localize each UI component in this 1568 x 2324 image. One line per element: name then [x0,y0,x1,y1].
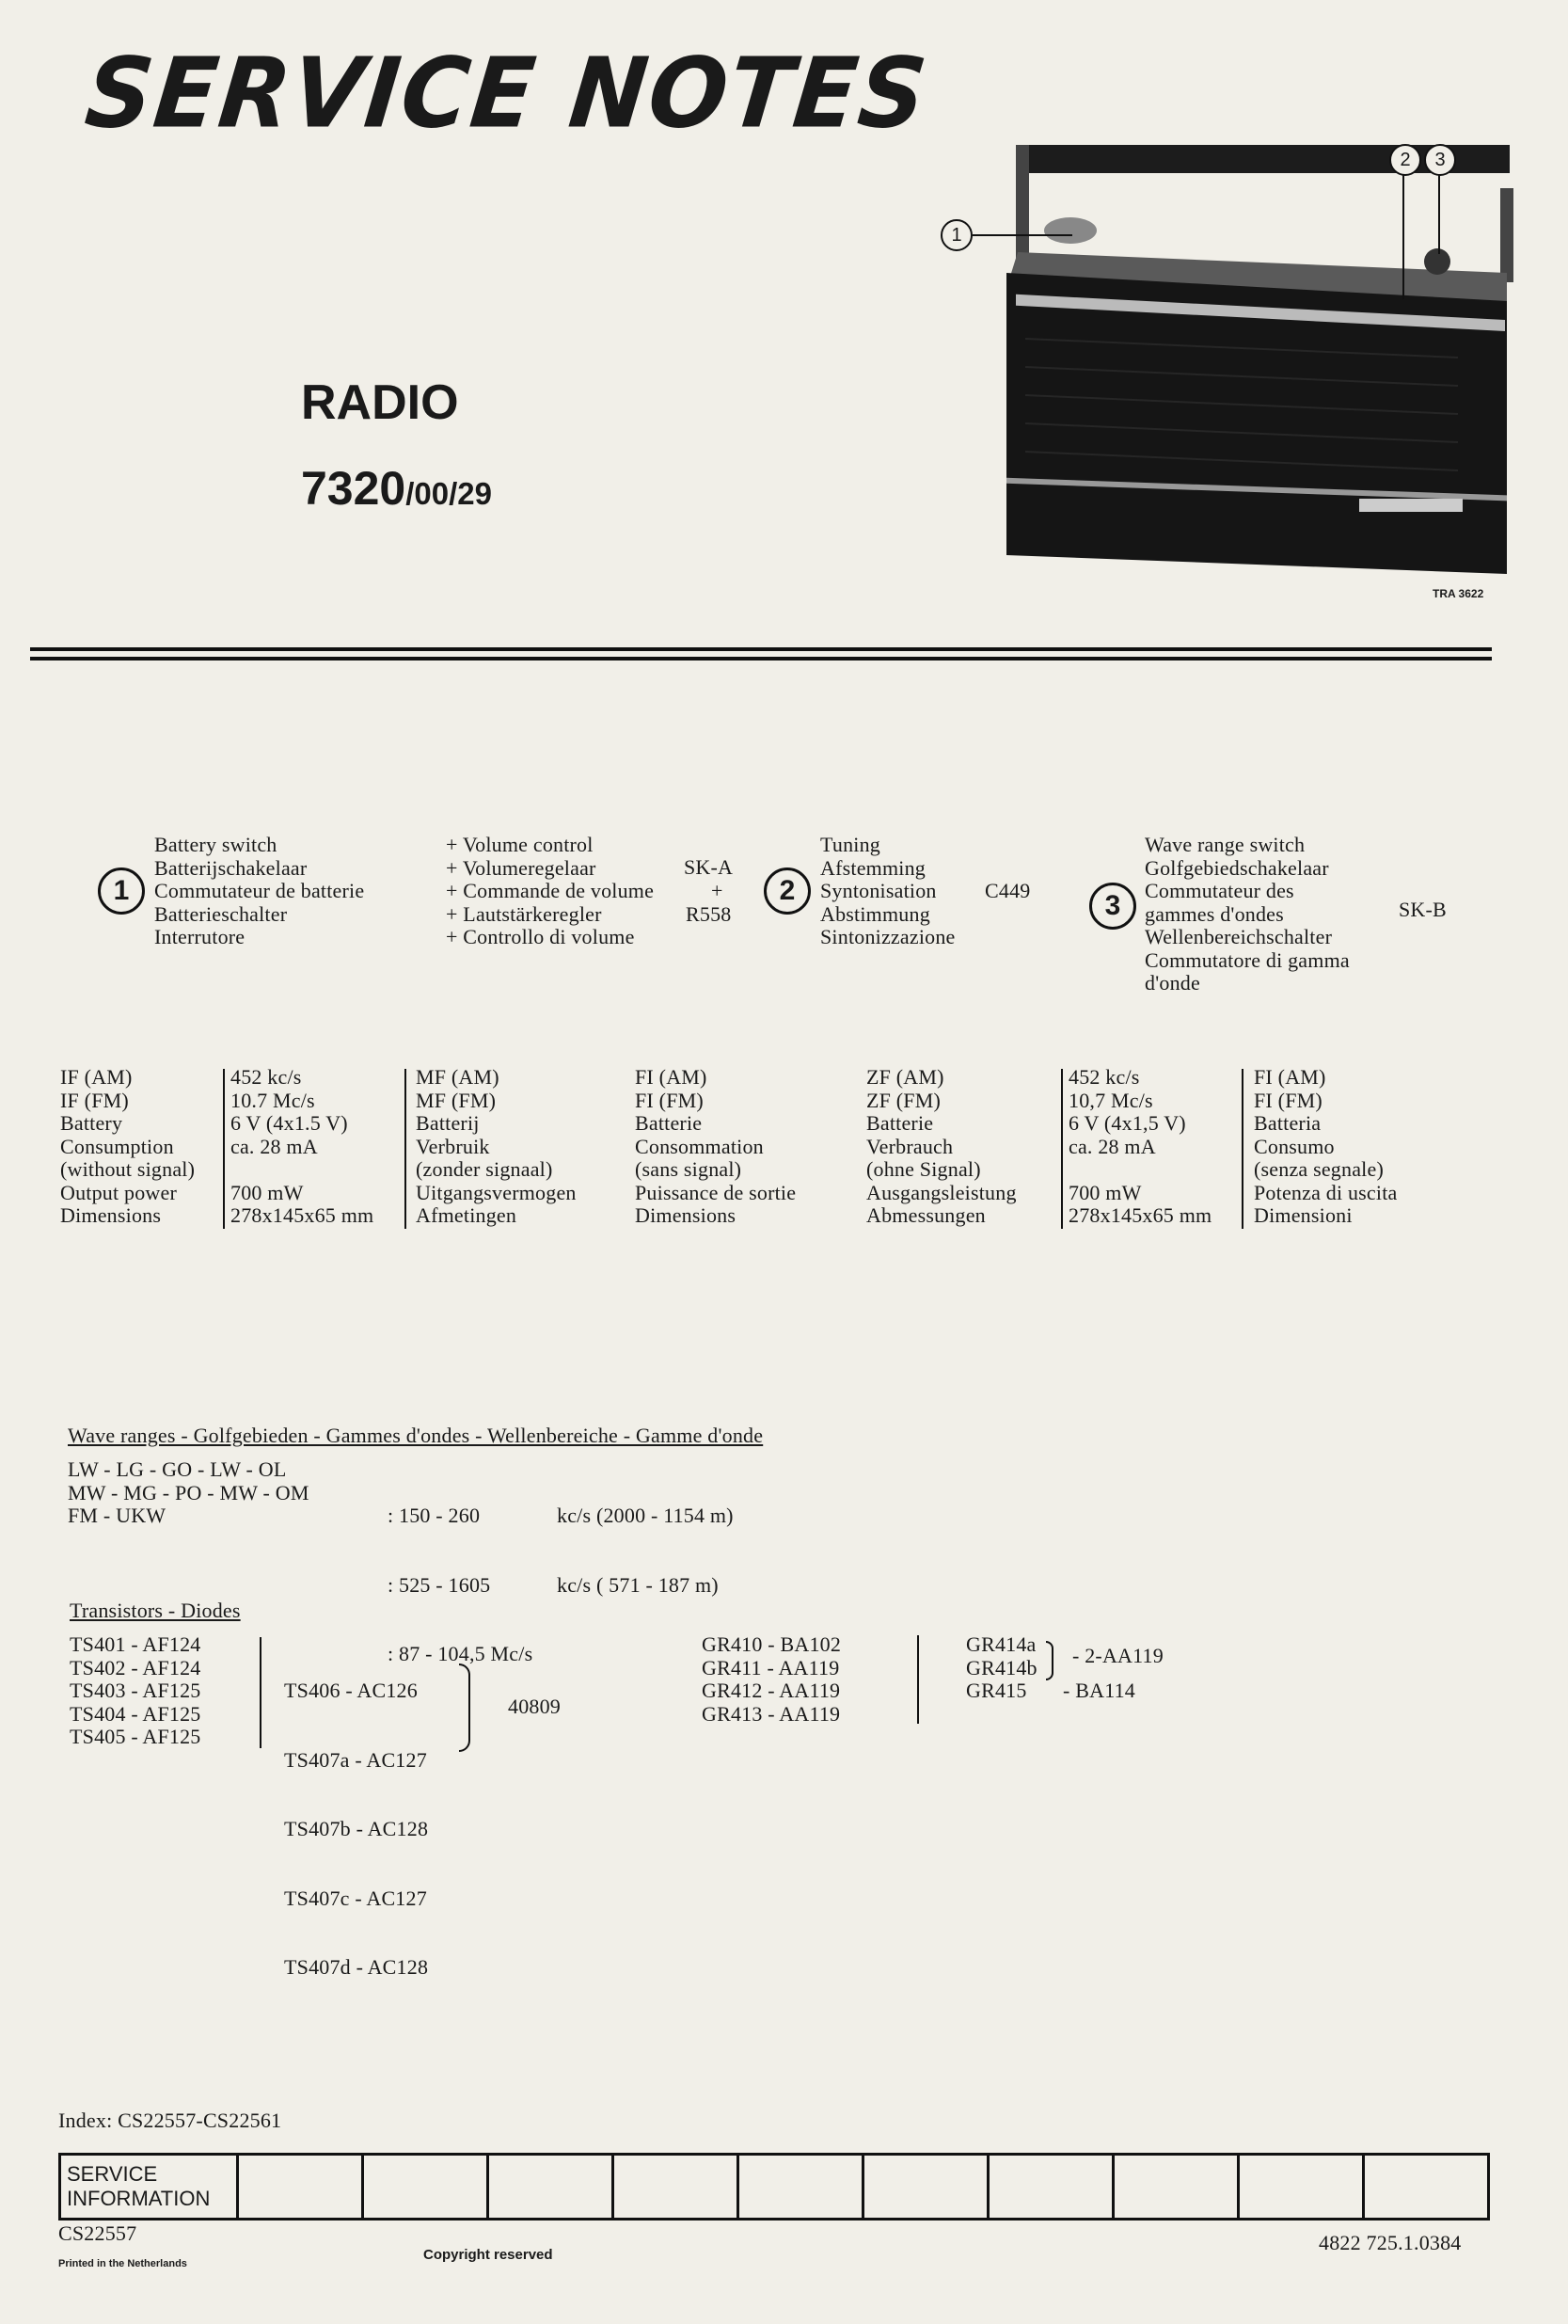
photo-callout-1: 1 [941,219,973,251]
list-item: GR415 [966,1679,1027,1702]
spec-value [1069,1158,1212,1182]
photo-callout-3: 3 [1424,144,1456,176]
spec-label: Dimensions [60,1203,162,1227]
list-item: TS402 - AF124 [70,1655,201,1679]
list-item: kc/s ( 571 - 187 m) [557,1572,719,1597]
model-suffix: /00/29 [405,476,492,511]
service-information-box [58,2153,1490,2221]
spec-label: Ausgangsleistung [866,1180,1017,1204]
list-item: TS406 - AC126 [284,1679,418,1702]
list-item: Commutateur des [1145,879,1294,902]
specs-labels-nl [416,1066,577,1228]
spec-label: Battery [60,1111,123,1135]
list-item: + Commande de volume [446,879,655,902]
column-separator [1242,1069,1243,1229]
list-item: TS407c - AC127 [284,1886,427,1910]
table-cell [238,2155,363,2220]
printed-in: Printed in the Netherlands [58,2258,187,2269]
spec-label: FI (FM) [1254,1088,1323,1112]
specs-values-1 [230,1066,373,1228]
spec-label: IF (AM) [60,1065,133,1089]
column-separator [404,1069,406,1229]
callout-3-badge: 3 [1089,883,1136,930]
list-item: Sintonizzazione [820,925,956,948]
list-item: GR411 - AA119 [702,1655,840,1679]
column-separator [917,1635,919,1724]
table-cell [363,2155,488,2220]
spec-label: Consommation [635,1134,764,1158]
spec-label: ZF (AM) [866,1065,944,1089]
model-main: 7320 [301,462,406,515]
spec-label: Puissance de sortie [635,1180,797,1204]
list-item: Commutateur de batterie [154,879,365,902]
spec-label: (zonder signaal) [416,1157,553,1181]
list-item: TS401 - AF124 [70,1632,201,1656]
spec-label: Abmessungen [866,1203,986,1227]
list-item: GR414b [966,1655,1037,1679]
specs-labels-fr [635,1066,796,1228]
list-item: Batterieschalter [154,901,288,926]
divider-bottom [30,657,1492,661]
radio-photo [931,132,1524,583]
list-item: TS407a - AC127 [284,1747,427,1772]
specs-labels-en [60,1066,195,1228]
spec-value: 700 mW [230,1180,304,1204]
specs-values-2 [1069,1066,1212,1228]
spec-label: Batteria [1254,1111,1322,1135]
spec-label: FI (AM) [635,1065,707,1089]
spec-label: FI (AM) [1254,1065,1326,1089]
label-line: INFORMATION [67,2187,211,2210]
callout-1-code-r558: R558 [686,902,732,926]
spec-label: Dimensions [635,1203,736,1227]
battery-switch-knob [1044,217,1097,244]
spec-label: Output power [60,1180,177,1204]
transistor-group-code: 40809 [508,1695,561,1718]
list-item: gammes d'ondes [1145,901,1284,926]
transistors-col-2 [284,1633,428,2002]
wave-range-names [68,1458,309,1528]
callout-1-code-sk-a: SK-A [684,855,734,879]
spec-value: 10,7 Mc/s [1069,1088,1153,1112]
spec-label: (senza segnale) [1254,1157,1384,1181]
spec-label: (without signal) [60,1157,196,1181]
list-item: TS403 - AF125 [70,1679,201,1702]
list-item: + Volume control [446,833,594,856]
page-title: SERVICE NOTES [80,38,933,151]
callout-1-text [154,834,364,949]
transistors-heading: Transistors - Diodes [70,1599,241,1622]
wave-ranges-heading: Wave ranges - Golfgebieden - Gammes d'ondes - Wellenbereiche - Gamme d'onde [68,1424,764,1447]
index-range: Index: CS22557-CS22561 [58,2109,282,2132]
product-label: RADIO [301,375,459,430]
divider-top [30,647,1492,651]
list-item: Golfgebiedschakelaar [1145,855,1329,880]
list-item: Afstemming [820,855,926,880]
list-item: FM - UKW [68,1504,166,1527]
table-cell [738,2155,863,2220]
list-item: Tuning [820,833,880,856]
spec-label: MF (FM) [416,1088,497,1112]
list-item: MW - MG - PO - MW - OM [68,1480,309,1504]
specs-labels-de [866,1066,1017,1228]
column-separator [223,1069,225,1229]
list-item: TS407b - AC128 [284,1817,429,1840]
list-item: + Lautstärkeregler [446,901,602,926]
list-item: : 150 - 260 [388,1504,481,1527]
list-item: TS405 - AF125 [70,1725,201,1748]
spec-label: Batterij [416,1111,480,1135]
spec-value: 6 V (4x1,5 V) [1069,1111,1186,1135]
list-item: TS404 - AF125 [70,1701,201,1726]
spec-value: 452 kc/s [1069,1065,1140,1089]
service-information-label [60,2155,238,2220]
list-item: Abstimmung [820,901,930,926]
list-item: Wellenbereichschalter [1145,925,1333,948]
radio-nameplate [1359,499,1463,512]
spec-value: 278x145x65 mm [1069,1203,1212,1227]
spec-value: 452 kc/s [230,1065,302,1089]
spec-label: Potenza di uscita [1254,1180,1398,1204]
spec-value: 6 V (4x1.5 V) [230,1111,348,1135]
table-cell [1239,2155,1364,2220]
diodes-col-1 [702,1633,841,1726]
spec-label: (ohne Signal) [866,1157,981,1181]
spec-label: Batterie [866,1111,934,1135]
spec-label: (sans signal) [635,1157,742,1181]
spec-value: ca. 28 mA [230,1134,318,1158]
spec-label: MF (AM) [416,1065,499,1089]
list-item: Commutatore di gamma [1145,947,1350,972]
transistors-col-1 [70,1633,201,1749]
part-number: 4822 725.1.0384 [1319,2231,1462,2254]
photo-callout-2: 2 [1389,144,1421,176]
spec-label: Batterie [635,1111,703,1135]
list-item: TS407d - AC128 [284,1955,429,1979]
label-line: SERVICE [67,2162,158,2186]
list-item: GR410 - BA102 [702,1632,842,1656]
diode-brace [1046,1641,1053,1680]
callout-1-code-plus: + [711,879,723,902]
spec-value: 700 mW [1069,1180,1142,1204]
list-item: kc/s (2000 - 1154 m) [557,1504,734,1527]
spec-label: FI (FM) [635,1088,704,1112]
list-item: GR414a [966,1632,1037,1656]
spec-label: Dimensioni [1254,1203,1353,1227]
list-item: GR413 - AA119 [702,1701,841,1726]
group-brace [459,1663,470,1752]
spec-label: Consumption [60,1134,174,1158]
list-item: Battery switch [154,833,277,856]
document-code: CS22557 [58,2221,137,2245]
spec-value [230,1158,373,1182]
spec-label: Afmetingen [416,1203,517,1227]
diode-gr415-value: - BA114 [1063,1679,1135,1702]
copyright: Copyright reserved [423,2247,553,2263]
list-item: LW - LG - GO - LW - OL [68,1457,287,1481]
spec-label: Uitgangsvermogen [416,1180,577,1204]
wave-range-knob [1424,248,1450,275]
table-cell [488,2155,613,2220]
list-item: Wave range switch [1145,833,1306,856]
specs-labels-it [1254,1066,1397,1228]
spec-label: Verbruik [416,1134,490,1158]
list-item: Batterijschakelaar [154,855,308,880]
callout-2-code: C449 [985,879,1031,902]
spec-label: ZF (FM) [866,1088,942,1112]
list-item: : 87 - 104,5 Mc/s [388,1642,533,1665]
callout-2-text [820,834,956,949]
callout-1-volume-text [446,834,654,949]
table-cell [863,2155,989,2220]
spec-value: 10.7 Mc/s [230,1088,315,1112]
callout-3-code: SK-B [1399,898,1447,921]
list-item: Syntonisation [820,879,937,902]
table-cell [989,2155,1114,2220]
list-item: Interrutore [154,925,245,948]
spec-label: Verbrauch [866,1134,954,1158]
callout-1-badge: 1 [98,868,145,915]
list-item: GR412 - AA119 [702,1679,841,1702]
callout-2-badge: 2 [764,868,811,915]
callout-3-text [1145,834,1350,995]
list-item: : 525 - 1605 [388,1572,491,1597]
list-item: + Controllo di volume [446,925,635,948]
column-separator [260,1637,261,1748]
table-cell [1114,2155,1239,2220]
spec-label: IF (FM) [60,1088,129,1112]
spec-label: Consumo [1254,1134,1335,1158]
list-item: d'onde [1145,971,1200,995]
spec-value: ca. 28 mA [1069,1134,1156,1158]
list-item: + Volumeregelaar [446,855,596,880]
diode-pair-value: - 2-AA119 [1072,1644,1164,1667]
model-number [301,461,492,516]
diodes-col-2 [966,1633,1037,1703]
spec-value: 278x145x65 mm [230,1203,374,1227]
table-cell [613,2155,738,2220]
photo-reference: TRA 3622 [1433,587,1484,600]
table-cell [1364,2155,1489,2220]
column-separator [1061,1069,1063,1229]
